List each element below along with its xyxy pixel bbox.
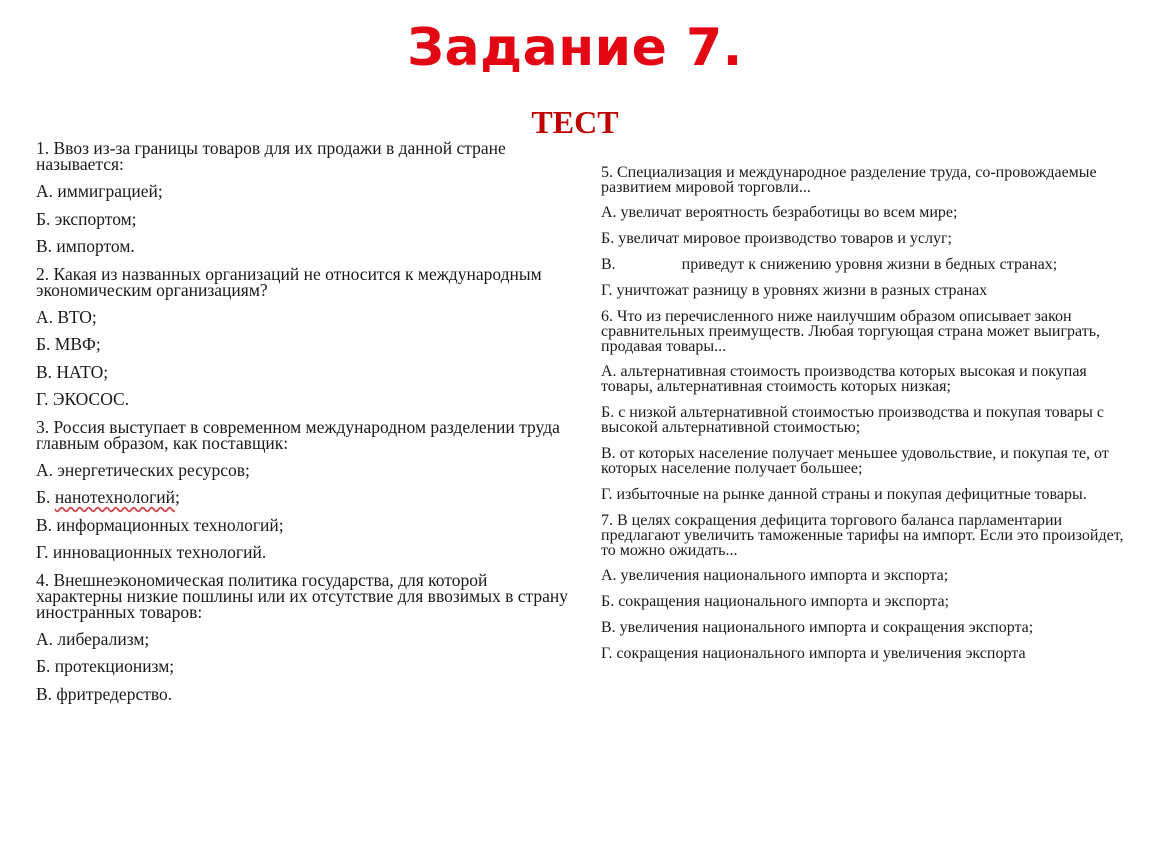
question-3-option-d: Г. инновационных технологий.: [36, 542, 267, 562]
question-5-option-a: А. увеличат вероятность безработицы во всем мире;: [601, 204, 958, 221]
question-4-option-c: В. фритредерство.: [36, 683, 173, 704]
question-6: 6. Что из перечисленного ниже наилучшим образом описывает закон сравнительных преимуществ. Любая торгующая страна может выиграть, продавая товары...: [601, 308, 1100, 355]
right-column: [601, 165, 1131, 672]
question-1-option-b: Б. экспортом;: [36, 208, 137, 229]
question-3-option-a: А. энергетических ресурсов;: [36, 459, 250, 480]
question-2-option-a: А. ВТО;: [36, 306, 97, 327]
question-5-option-b: Б. увеличат мировое производство товаров и услуг;: [601, 230, 952, 247]
question-3: 3. Россия выступает в современном международном разделении труда главным образом, как поставщик:: [36, 416, 560, 453]
option-suffix: ;: [175, 487, 180, 507]
slide-title: Задание 7.: [407, 18, 743, 78]
question-5-option-d: Г. уничтожат разницу в уровнях жизни в разных странах: [601, 282, 988, 299]
question-3-option-b: [36, 489, 576, 506]
question-1-option-a: А. иммиграцией;: [36, 181, 163, 201]
left-column: [36, 140, 576, 713]
question-2: 2. Какая из названных организаций не относится к международным экономическим организациям?: [36, 263, 542, 300]
question-6-option-a: А. альтернативная стоимость производства которых высокая и покупая товары, альтернативная стоимость которых низкая;: [601, 363, 1087, 395]
question-1: 1. Ввоз из-за границы товаров для их продажи в данной стране называется:: [36, 138, 506, 174]
slide-subtitle: ТЕСТ: [531, 104, 619, 140]
question-6-option-d: Г. избыточные на рынке данной страны и покупая дефицитные товары.: [601, 486, 1087, 503]
question-3-option-c: В. информационных технологий;: [36, 514, 284, 535]
question-7-option-c: В. увеличения национального импорта и сокращения экспорта;: [601, 619, 1034, 636]
question-7-option-d: Г. сокращения национального импорта и увеличения экспорта: [601, 645, 1026, 662]
question-4: 4. Внешнеэкономическая политика государства, для которой характерны низкие пошлины или их отсутствие для ввозимых в страну иностранных товаров:: [36, 569, 568, 622]
question-2-option-d: Г. ЭКОСОС.: [36, 389, 130, 409]
option-letter: В.: [601, 256, 616, 273]
question-1-option-c: В. импортом.: [36, 236, 135, 256]
question-2-option-c: В. НАТО;: [36, 361, 109, 382]
question-6-option-b: Б. с низкой альтернативной стоимостью производства и покупая товары с высокой альтернативной стоимостью;: [601, 404, 1104, 436]
question-5-option-c: [601, 257, 1131, 272]
option-prefix: Б.: [36, 487, 55, 507]
question-4-option-a: А. либерализм;: [36, 628, 150, 649]
question-6-option-c: В. от которых население получает меньшее удовольствие, и покупая те, от которых население получает большее;: [601, 445, 1109, 477]
question-7-option-a: А. увеличения национального импорта и экспорта;: [601, 567, 949, 584]
question-7: 7. В целях сокращения дефицита торгового баланса парламентарии предлагают увеличить таможенные тарифы на импорт. Если это произойдет, то можно ожидать...: [601, 512, 1124, 559]
question-2-option-b: Б. МВФ;: [36, 334, 101, 354]
spellcheck-underlined-word: нанотехнологий: [54, 487, 176, 507]
question-5: 5. Специализация и международное разделение труда, со-провождаемые развитием мировой торговли...: [601, 164, 1097, 196]
question-4-option-b: Б. протекционизм;: [36, 656, 175, 676]
option-text: приведут к снижению уровня жизни в бедных странах;: [681, 256, 1058, 273]
question-7-option-b: Б. сокращения национального импорта и экспорта;: [601, 593, 949, 610]
